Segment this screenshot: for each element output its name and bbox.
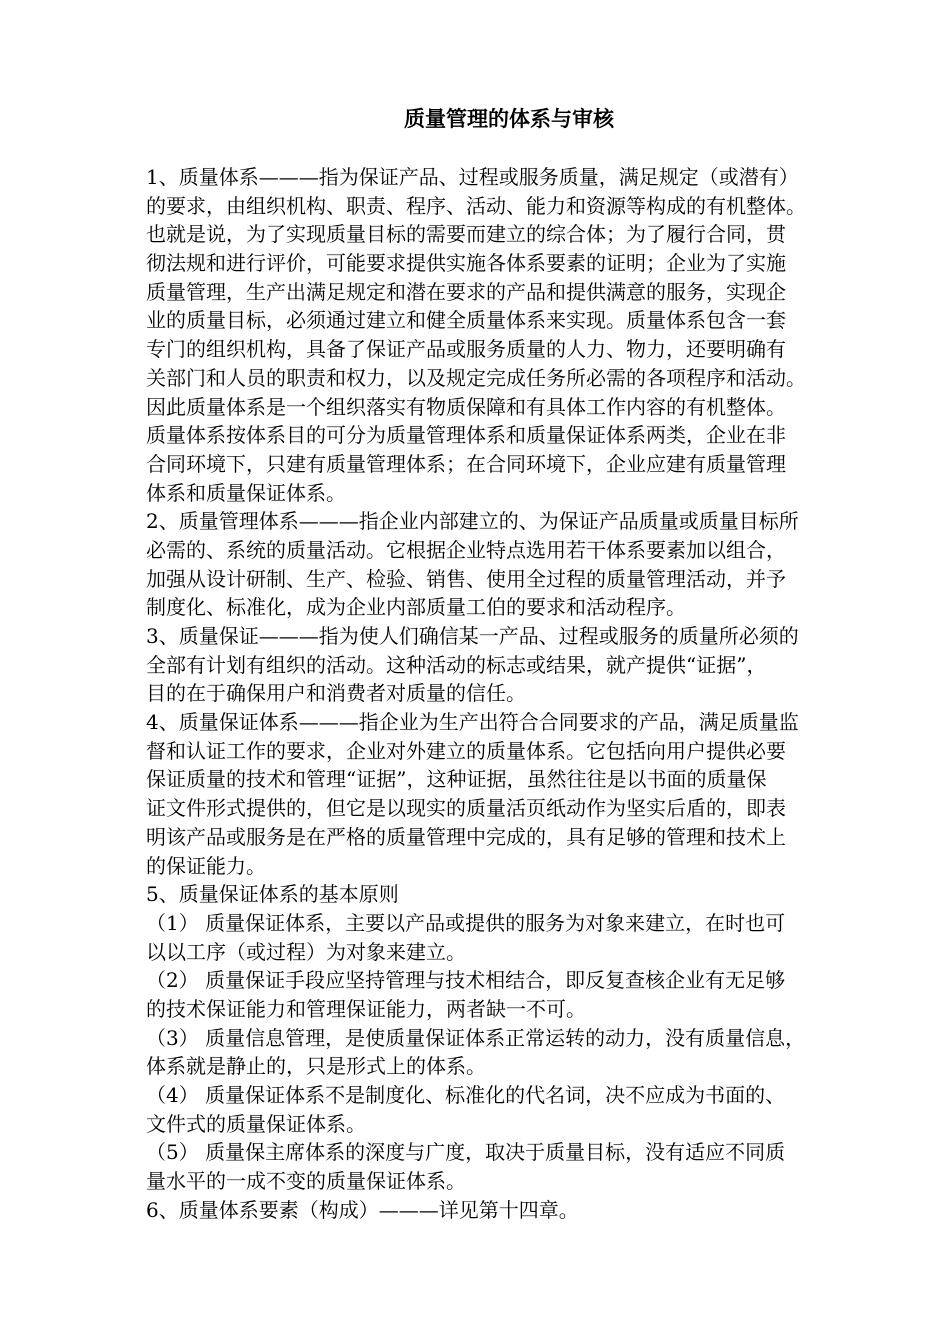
text-line: 5、质量保证体系的基本原则: [146, 882, 399, 907]
text-line: 体系和质量保证体系。: [146, 480, 346, 505]
text-line: 彻法规和进行评价，可能要求提供实施各体系要素的证明；企业为了实施: [146, 251, 786, 276]
text-line: （4） 质量保证体系不是制度化、标准化的代名词，决不应成为书面的、: [146, 1083, 786, 1107]
text-line: 制度化、标准化，成为企业内部质量工伯的要求和活动程序。: [146, 595, 686, 620]
document-title: 质量管理的体系与审核: [404, 106, 614, 131]
text-line: 4、质量保证体系———指企业为生产出符合合同要求的产品，满足质量监: [146, 710, 799, 735]
text-line: 明该产品或服务是在严格的质量管理中完成的，具有足够的管理和技术上: [146, 824, 786, 849]
text-line: 质量体系按体系目的可分为质量管理体系和质量保证体系两类，企业在非: [146, 423, 786, 448]
text-line: 的要求，由组织机构、职责、程序、活动、能力和资源等构成的有机整体。: [146, 193, 806, 218]
text-line: 文件式的质量保证体系。: [146, 1111, 366, 1136]
text-line: 质量管理，生产出满足规定和潜在要求的产品和提供满意的服务，实现企: [146, 279, 786, 304]
text-line: 6、质量体系要素（构成）———详见第十四章。: [146, 1197, 579, 1222]
text-line: 1、质量体系———指为保证产品、过程或服务质量，满足规定（或潜有）: [146, 165, 799, 189]
text-line: 3、质量保证———指为使人们确信某一产品、过程或服务的质量所必须的: [146, 624, 799, 648]
text-line: 保证质量的技术和管理“证据”，这种证据，虽然往往是以书面的质量保: [146, 767, 767, 792]
text-line: 关部门和人员的职责和权力，以及规定完成任务所必需的各项程序和活动。: [146, 365, 806, 390]
text-line: 证文件形式提供的，但它是以现实的质量活页纸动作为坚实后盾的，即表: [146, 796, 786, 821]
text-line: 加强从设计研制、生产、检验、销售、使用全过程的质量管理活动，并予: [146, 566, 786, 591]
text-line: （5） 质量保主席体系的深度与广度，取决于质量目标，没有适应不同质: [146, 1140, 786, 1165]
text-line: 督和认证工作的要求，企业对外建立的质量体系。它包括向用户提供必要: [146, 738, 786, 763]
text-line: 的保证能力。: [146, 853, 266, 878]
text-line: 也就是说，为了实现质量目标的需要而建立的综合体；为了履行合同，贯: [146, 222, 786, 247]
text-line: 体系就是静止的，只是形式上的体系。: [146, 1054, 486, 1079]
text-line: 必需的、系统的质量活动。它根据企业特点选用若干体系要素加以组合，: [146, 537, 786, 562]
text-line: 量水平的一成不变的质量保证体系。: [146, 1169, 466, 1194]
text-line: 全部有计划有组织的活动。这种活动的标志或结果，就产提供“证据”，: [146, 652, 767, 677]
text-line: 合同环境下，只建有质量管理体系；在合同环境下，企业应建有质量管理: [146, 451, 786, 476]
text-line: 目的在于确保用户和消费者对质量的信任。: [146, 681, 526, 706]
text-line: 以以工序（或过程）为对象来建立。: [146, 939, 466, 964]
text-line: （3） 质量信息管理，是使质量保证体系正常运转的动力，没有质量信息，: [146, 1025, 806, 1050]
text-line: 的技术保证能力和管理保证能力，两者缺一不可。: [146, 996, 586, 1021]
text-line: （1） 质量保证体系，主要以产品或提供的服务为对象来建立，在时也可: [146, 910, 786, 935]
text-line: 因此质量体系是一个组织落实有物质保障和有具体工作内容的有机整体。: [146, 394, 786, 419]
text-line: 2、质量管理体系———指企业内部建立的、为保证产品质量或质量目标所: [146, 509, 799, 534]
text-line: 专门的组织机构，具备了保证产品或服务质量的人力、物力，还要明确有: [146, 337, 786, 362]
text-line: （2） 质量保证手段应坚持管理与技术相结合，即反复查核企业有无足够: [146, 968, 786, 993]
text-line: 业的质量目标，必须通过建立和健全质量体系来实现。质量体系包含一套: [146, 308, 786, 333]
document-body: [146, 163, 876, 1224]
